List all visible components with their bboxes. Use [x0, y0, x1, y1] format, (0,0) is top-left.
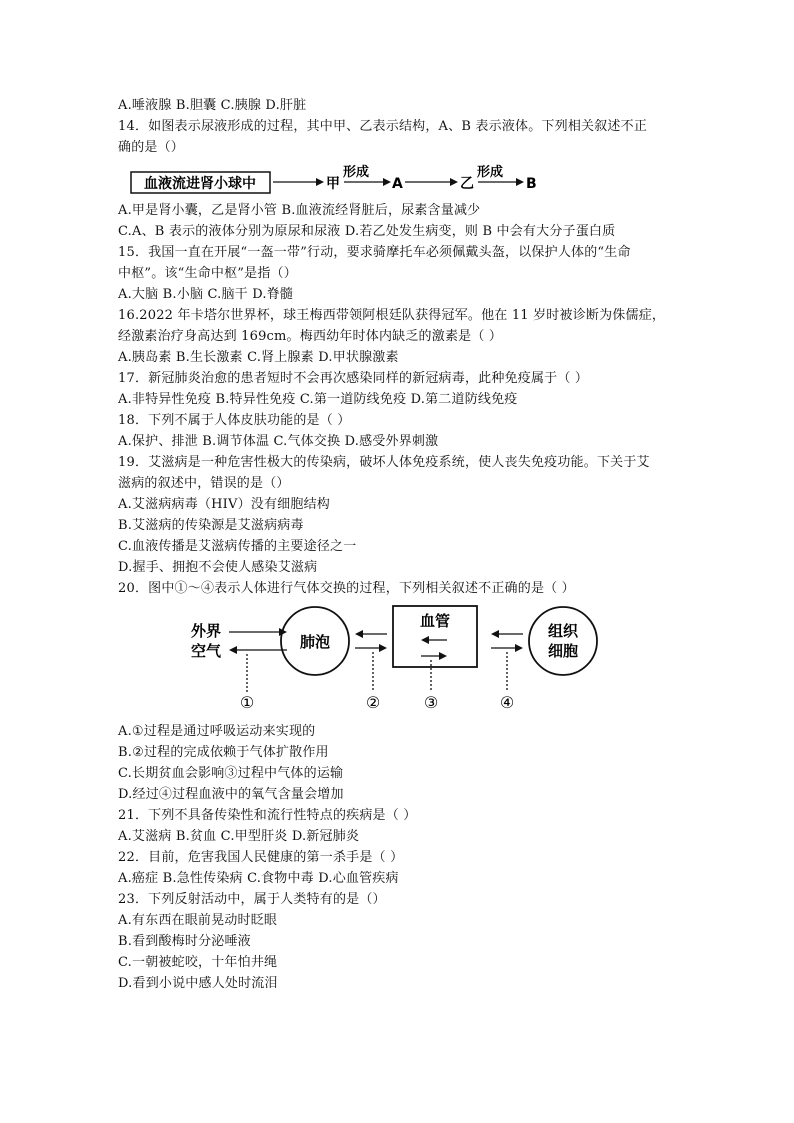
q17-options: A.非特异性免疫 B.特异性免疫 C.第一道防线免疫 D.第二道防线免疫 [118, 392, 518, 407]
a-label: A [392, 176, 403, 192]
step-4-label: ④ [499, 693, 515, 712]
q22-stem: 22．目前，危害我国人民健康的第一杀手是（ ） [118, 850, 404, 865]
alveoli-label: 肺泡 [299, 633, 331, 651]
q19-option-c: C.血液传播是艾滋病传播的主要途径之一 [118, 539, 357, 554]
q14-options-ab: A.甲是肾小囊，乙是肾小管 B.血液流经肾脏后，尿素含量减少 [118, 203, 481, 218]
q20-option-a: A.①过程是通过呼吸运动来实现的 [118, 724, 316, 739]
q23-stem: 23．下列反射活动中，属于人类特有的是（） [118, 892, 386, 907]
q16-stem-1: 16.2022 年卡塔尔世界杯，球王梅西带领阿根廷队获得冠军。他在 11 岁时被诊断为侏儒症， [118, 308, 666, 323]
b-label: B [526, 176, 537, 192]
q17-stem: 17．新冠肺炎治愈的患者短时不会再次感染同样的新冠病毒，此种免疫属于（ ） [118, 371, 589, 386]
q19-option-b: B.艾滋病的传染源是艾滋病病毒 [118, 518, 304, 533]
q20-option-b: B.②过程的完成依赖于气体扩散作用 [118, 745, 329, 760]
q14-stem-2: 确的是（） [118, 140, 185, 155]
q19-stem-1: 19．艾滋病是一种危害性极大的传染病，破坏人体免疫系统，使人丧失免疫功能。下关于艾 [118, 455, 650, 470]
tissue-label-2: 细胞 [547, 642, 579, 660]
form-label-2: 形成 [477, 165, 504, 180]
jia-label: 甲 [326, 176, 340, 192]
q20-stem: 20．图中①～④表示人体进行气体交换的过程，下列相关叙述不正确的是（ ） [118, 581, 575, 596]
q15-options: A.大脑 B.小脑 C.脑干 D.脊髓 [118, 287, 294, 302]
form-label-1: 形成 [343, 165, 370, 180]
q19-stem-2: 滋病的叙述中，错误的是（） [118, 476, 290, 491]
tissue-cell-circle [529, 607, 597, 675]
q14-stem-1: 14．如图表示尿液形成的过程，其中甲、乙表示结构，A、B 表示液体。下列相关叙述不正 [118, 119, 648, 134]
q23-option-d: D.看到小说中感人处时流泪 [118, 976, 278, 991]
q22-options: A.癌症 B.急性传染病 C.食物中毒 D.心血管疾病 [118, 871, 399, 886]
q15-stem-1: 15．我国一直在开展“一盔一带”行动，要求骑摩托车必须佩戴头盔，以保护人体的“生命 [118, 245, 631, 260]
q16-stem-2: 经激素治疗身高达到 169cm。梅西幼年时体内缺乏的激素是（ ） [118, 329, 503, 344]
step-1-label: ① [239, 693, 255, 712]
q18-options: A.保护、排泄 B.调节体温 C.气体交换 D.感受外界刺激 [118, 434, 439, 449]
q14-options-cd: C.A、B 表示的液体分别为原尿和尿液 D.若乙处发生病变，则 B 中会有大分子蛋白质 [118, 224, 616, 239]
q13-options: A.唾液腺 B.胆囊 C.胰腺 D.肝脏 [118, 98, 307, 113]
q20-option-d: D.经过④过程血液中的氧气含量会增加 [118, 787, 344, 802]
q19-option-a: A.艾滋病病毒（HIV）没有细胞结构 [118, 497, 330, 512]
gas-exchange-diagram [185, 602, 605, 716]
q16-options: A.胰岛素 B.生长激素 C.肾上腺素 D.甲状腺激素 [118, 350, 399, 365]
q19-option-d: D.握手、拥抱不会使人感染艾滋病 [118, 560, 318, 575]
vessel-label: 血管 [419, 612, 451, 630]
q23-option-a: A.有东西在眼前晃动时眨眼 [118, 913, 278, 928]
q23-option-b: B.看到酸梅时分泌唾液 [118, 934, 251, 949]
q21-stem: 21．下列不具备传染性和流行性特点的疾病是（ ） [118, 808, 417, 823]
glomerulus-label: 血液流进肾小球中 [144, 176, 256, 192]
tissue-label-1: 组织 [547, 622, 579, 640]
q21-options: A.艾滋病 B.贫血 C.甲型肝炎 D.新冠肺炎 [118, 829, 360, 844]
q15-stem-2: 中枢”。该“生命中枢”是指（） [118, 266, 297, 281]
q20-option-c: C.长期贫血会影响③过程中气体的运输 [118, 766, 344, 781]
yi-label: 乙 [460, 176, 474, 192]
step-3-label: ③ [423, 693, 439, 712]
outside-air-label-2: 空气 [191, 642, 222, 660]
q23-option-c: C.一朝被蛇咬，十年怕井绳 [118, 955, 278, 970]
urine-formation-diagram [130, 162, 550, 196]
step-2-label: ② [365, 693, 381, 712]
q18-stem: 18．下列不属于人体皮肤功能的是（ ） [118, 413, 351, 428]
outside-air-label-1: 外界 [191, 622, 222, 640]
